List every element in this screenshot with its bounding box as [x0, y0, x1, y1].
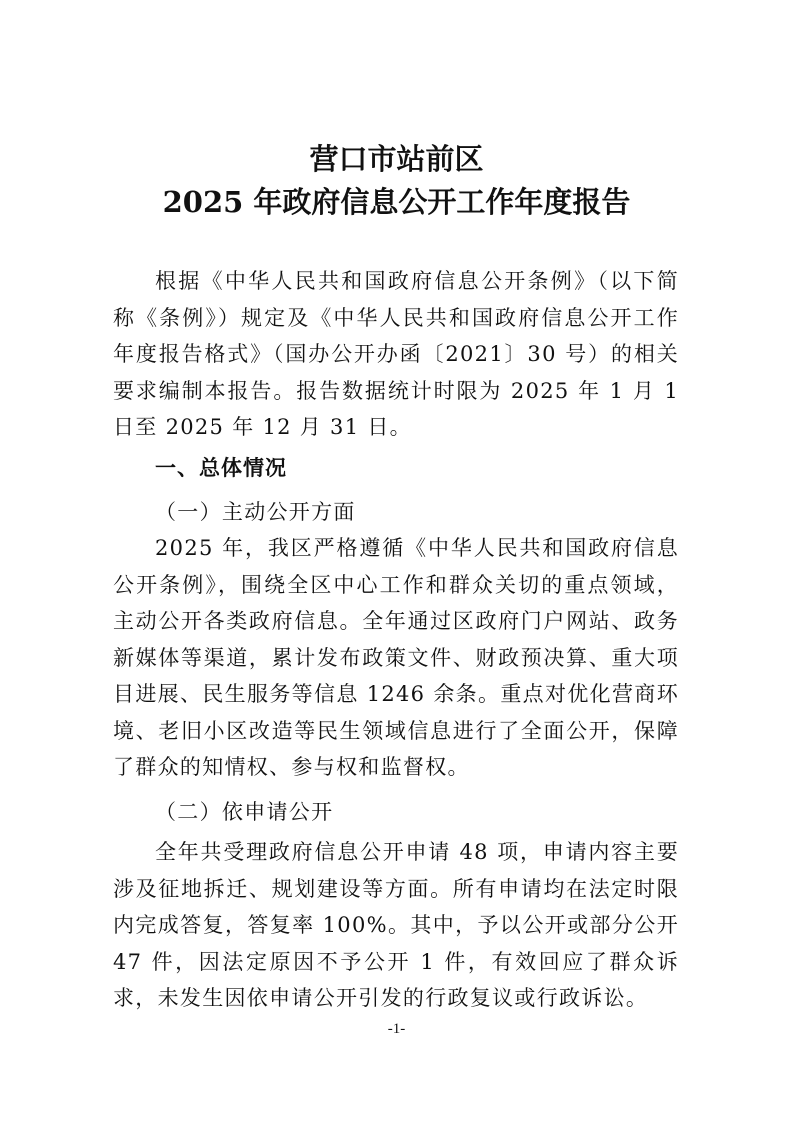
- on-request-disclosure-paragraph: 全年共受理政府信息公开申请 48 项，申请内容主要涉及征地拆迁、规划建设等方面。所有申请均在法定时限内完成答复，答复率 100%。其中，予以公开或部分公开 47 件，因法定原因不予公开 1 件，有效回应了群众诉求，未发生因依申请公开引发的行政复议或行政诉讼。: [113, 840, 679, 1010]
- intro-paragraph: 根据《中华人民共和国政府信息公开条例》（以下简称《条例》）规定及《中华人民共和国政府信息公开工作年度报告格式》（国办公开办函〔2021〕30 号）的相关要求编制本报告。报告数据统计时限为 2025 年 1 月 1 日至 2025 年 12 月 31 日。: [113, 269, 679, 439]
- subsection-heading-on-request: （二）依申请公开: [155, 800, 334, 824]
- section-heading-overview: 一、总体情况: [155, 456, 287, 480]
- proactive-disclosure-paragraph: 2025 年，我区严格遵循《中华人民共和国政府信息公开条例》，围绕全区中心工作和群众关切的重点领域，主动公开各类政府信息。全年通过区政府门户网站、政务新媒体等渠道，累计发布政策文件、财政预决算、重大项目进展、民生服务等信息 1246 余条。重点对优化营商环境、老旧小区改造等民生领域信息进行了全面公开，保障了群众的知情权、参与权和监督权。: [113, 536, 679, 779]
- document-title-line1: 营口市站前区: [309, 142, 484, 176]
- subsection-heading-proactive: （一）主动公开方面: [155, 500, 356, 524]
- document-title-line2: 2025 年政府信息公开工作年度报告: [162, 185, 631, 219]
- page-number: -1-: [387, 1021, 406, 1037]
